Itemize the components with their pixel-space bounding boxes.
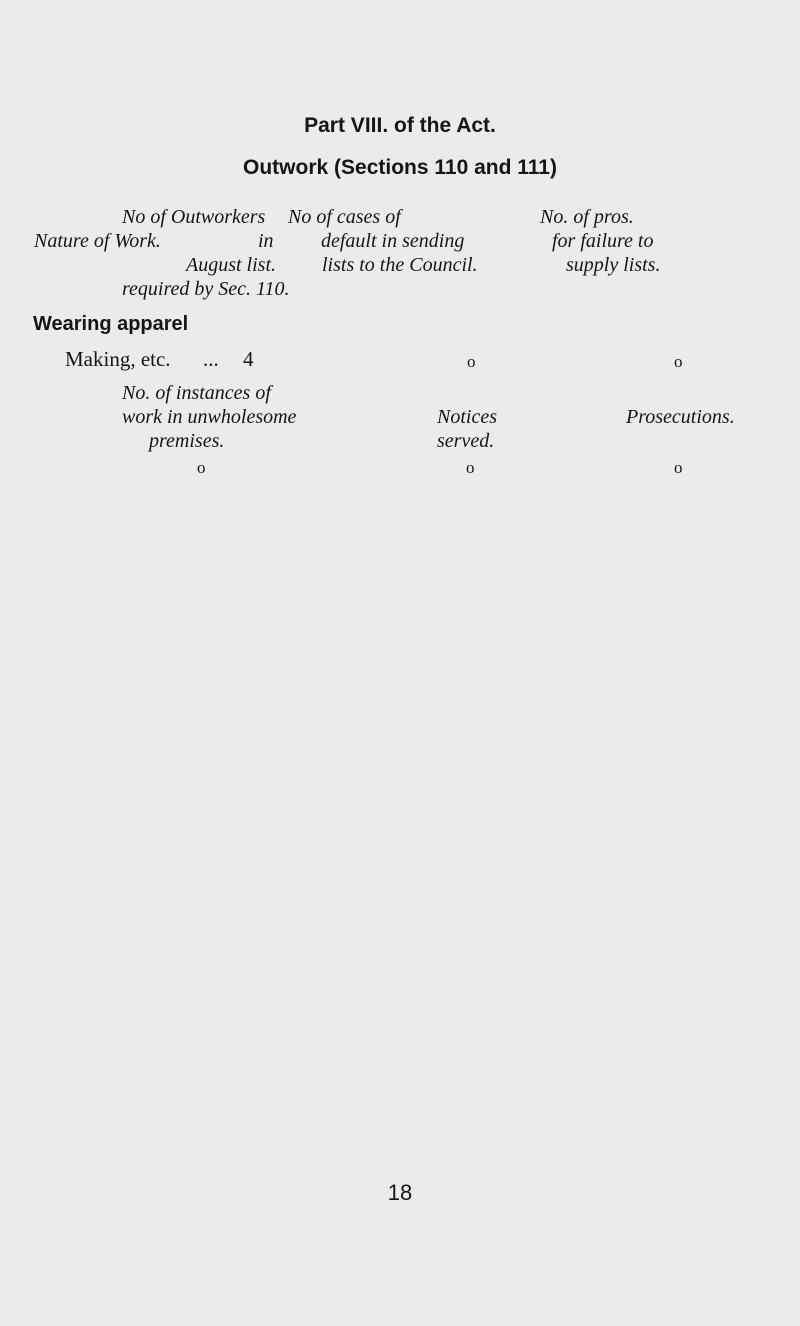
cell-instances: o: [197, 458, 206, 477]
header-nature-of-work: Nature of Work.: [34, 230, 161, 252]
cell-pros-failure: o: [674, 352, 683, 371]
header-outworkers-line1: No of Outworkers: [122, 206, 266, 228]
header-cases-line2: default in sending: [321, 230, 465, 252]
cell-cases-default: o: [467, 352, 476, 371]
header-instances-line1: No. of instances of: [122, 382, 271, 404]
header-cases-line3: lists to the Council.: [322, 254, 478, 276]
header-pros-line3: supply lists.: [566, 254, 661, 276]
cell-outworkers-count: 4: [243, 347, 254, 371]
header-instances-line2: work in unwholesome: [122, 406, 297, 428]
header-outworkers-line4: required by Sec. 110.: [122, 278, 290, 300]
header-prosecutions: Prosecutions.: [626, 406, 735, 428]
row-leader-dots: ...: [203, 347, 219, 371]
outwork-title: Outwork (Sections 110 and 111): [243, 156, 557, 179]
header-outworkers-line2: in: [258, 230, 274, 252]
row-label-making: Making, etc.: [65, 347, 171, 371]
header-pros-line1: No. of pros.: [540, 206, 634, 228]
cell-prosecutions: o: [674, 458, 683, 477]
header-pros-line2: for failure to: [552, 230, 654, 252]
part-title: Part VIII. of the Act.: [304, 114, 496, 137]
header-notices-line2: served.: [437, 430, 495, 452]
header-notices-line1: Notices: [437, 406, 497, 428]
page-number: 18: [387, 1180, 413, 1205]
header-outworkers-line3: August list.: [186, 254, 277, 276]
header-cases-line1: No of cases of: [288, 206, 401, 228]
header-instances-line3: premises.: [149, 430, 225, 452]
cell-notices: o: [466, 458, 475, 477]
section-title-wearing-apparel: Wearing apparel: [33, 313, 189, 335]
